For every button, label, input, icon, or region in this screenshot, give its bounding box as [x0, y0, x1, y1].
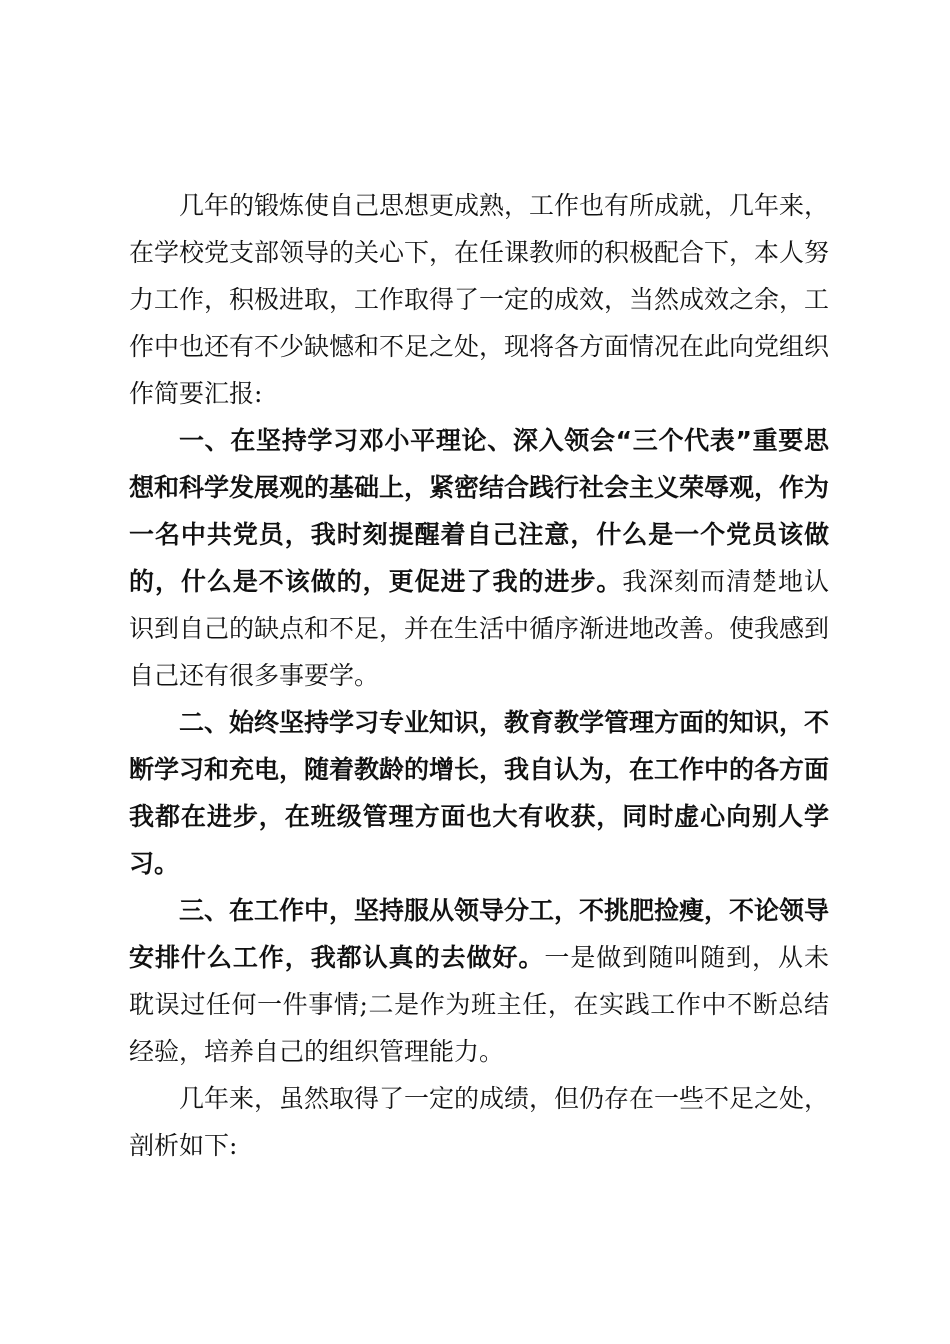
paragraph-point-1-text: 我深刻而清楚地认识到自己的缺点和不足，并在生活中循序渐进地改善。使我感到自己还有很多事要学。 [129, 567, 830, 690]
paragraph-point-3-text: 一是做到随叫随到，从未耽误过任何一件事情;二是作为班主任，在实践工作中不断总结经验，培养自己的组织管理能力。 [129, 943, 829, 1066]
paragraph-point-1 [129, 417, 829, 699]
paragraph-point-2 [129, 699, 829, 887]
paragraph-point-2-heading: 二、始终坚持学习专业知识，教育教学管理方面的知识，不断学习和充电，随着教龄的增长，我自认为，在工作中的各方面我都在进步，在班级管理方面也大有收获，同时虚心向别人学习。 [129, 708, 830, 878]
paragraph-summary [129, 1075, 829, 1169]
paragraph-intro [129, 182, 829, 417]
paragraph-intro-text: 几年的锻炼使自己思想更成熟，工作也有所成就，几年来，在学校党支部领导的关心下，在任课教师的积极配合下，本人努力工作，积极进取，工作取得了一定的成效，当然成效之余，工作中也还有不少缺憾和不足之处，现将各方面情况在此向党组织作简要汇报: [129, 191, 830, 408]
paragraph-point-3 [129, 887, 829, 1075]
paragraph-point-3-heading: 三、在工作中，坚持服从领导分工，不挑肥捡瘦，不论领导安排什么工作，我都认真的去做好。 [129, 896, 830, 972]
document-body [129, 182, 829, 1169]
paragraph-summary-text: 几年来，虽然取得了一定的成绩，但仍存在一些不足之处，剖析如下: [129, 1084, 830, 1160]
paragraph-point-1-heading: 一、在坚持学习邓小平理论、深入领会“三个代表”重要思想和科学发展观的基础上，紧密结合践行社会主义荣辱观，作为一名中共党员，我时刻提醒着自己注意，什么是一个党员该做的，什么是不该做的，更促进了我的进步。 [129, 426, 830, 596]
